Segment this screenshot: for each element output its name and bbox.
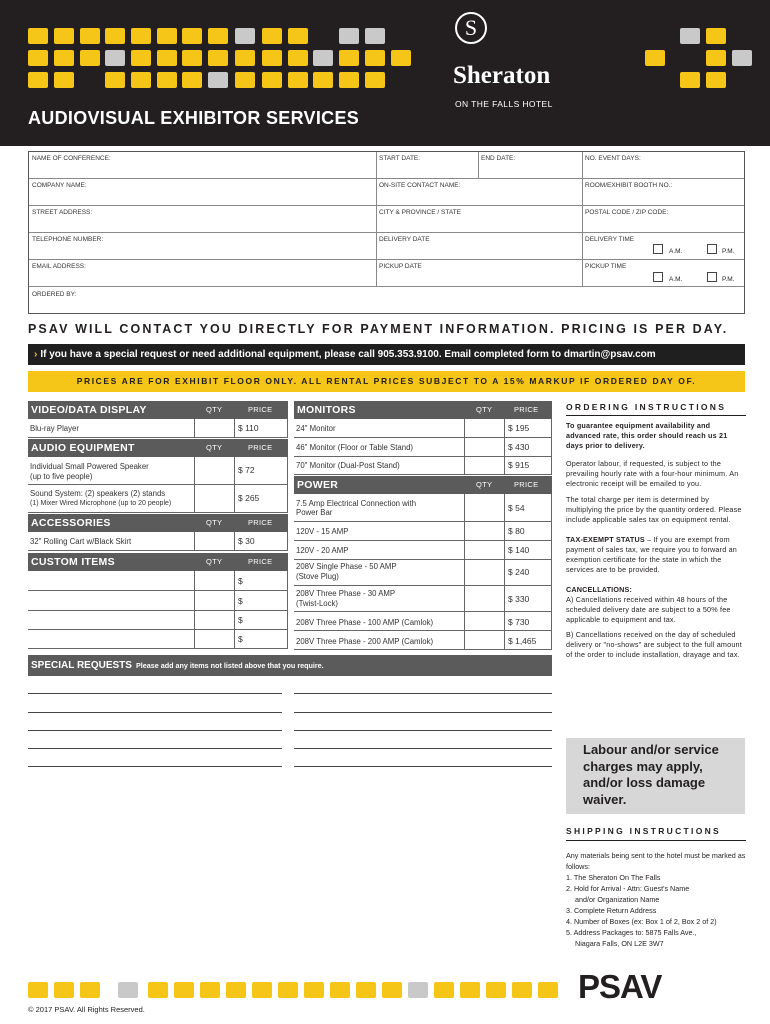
qty-input[interactable] <box>194 591 234 610</box>
decorative-square <box>732 50 752 66</box>
decorative-square <box>339 72 359 88</box>
decorative-square <box>262 28 282 44</box>
custom-section-header: CUSTOM ITEMS QTY PRICE <box>28 553 288 571</box>
conference-name-field[interactable]: NAME OF CONFERENCE: <box>32 155 111 162</box>
decorative-square <box>157 50 177 66</box>
decorative-square <box>486 982 506 998</box>
decorative-square <box>538 982 558 998</box>
decorative-square <box>680 28 700 44</box>
decorative-square <box>706 28 726 44</box>
table-row: $ <box>28 630 288 649</box>
page-title: AUDIOVISUAL EXHIBITOR SERVICES <box>28 108 360 128</box>
qty-input[interactable] <box>464 541 504 559</box>
pickup-pm-label: P.M. <box>722 276 735 283</box>
postal-code-field[interactable]: POSTAL CODE / ZIP CODE: <box>585 209 669 216</box>
decorative-square <box>356 982 376 998</box>
page-header <box>0 0 770 146</box>
qty-input[interactable] <box>194 485 234 512</box>
tax-exempt-text: TAX-EXEMPT STATUS – If you are exempt from payment of sales tax, we require you to forward an exemption certificate for the state in which the services are to be provided. <box>566 535 738 574</box>
qty-input[interactable] <box>464 494 504 521</box>
contact-form <box>28 151 745 314</box>
decorative-square <box>252 982 272 998</box>
decorative-square <box>330 982 350 998</box>
end-date-field[interactable]: END DATE: <box>481 155 516 162</box>
delivery-pm-checkbox[interactable] <box>707 244 717 254</box>
decorative-square <box>339 28 359 44</box>
ordered-by-field[interactable]: ORDERED BY: <box>32 291 77 298</box>
power-section-header: POWER QTY PRICE <box>294 476 552 494</box>
decorative-square <box>278 982 298 998</box>
decorative-square <box>157 72 177 88</box>
table-row: 208V Three Phase - 30 AMP (Twist-Lock) $ 330 <box>294 586 552 612</box>
decorative-square <box>54 982 74 998</box>
decorative-square <box>54 50 74 66</box>
decorative-square <box>80 50 100 66</box>
decorative-square <box>235 28 255 44</box>
decorative-square <box>304 982 324 998</box>
table-row: Individual Small Powered Speaker (up to five people) $ 72 <box>28 457 288 485</box>
qty-input[interactable] <box>464 419 504 437</box>
decorative-square <box>288 50 308 66</box>
decorative-square <box>235 72 255 88</box>
shipping-title: SHIPPING INSTRUCTIONS <box>566 826 746 841</box>
decorative-square <box>80 982 100 998</box>
labour-notice: Labour and/or service charges may apply, and/or loss damage waiver. <box>566 738 745 814</box>
ordering-title: ORDERING INSTRUCTIONS <box>566 402 746 416</box>
decorative-square <box>226 982 246 998</box>
decorative-square <box>28 28 48 44</box>
start-date-field[interactable]: START DATE: <box>379 155 421 162</box>
decorative-square <box>382 982 402 998</box>
decorative-square <box>434 982 454 998</box>
delivery-pm-label: P.M. <box>722 248 735 255</box>
decorative-square <box>288 28 308 44</box>
decorative-square <box>182 72 202 88</box>
qty-input[interactable] <box>194 419 234 437</box>
sheraton-logo-icon: S <box>455 12 487 44</box>
special-request-text: If you have a special request or need additional equipment, please call 905.353.9100. Email completed form to dmartin@psav.com <box>40 349 656 360</box>
qty-input[interactable] <box>464 631 504 649</box>
delivery-am-checkbox[interactable] <box>653 244 663 254</box>
table-row: 208V Single Phase - 50 AMP (Stove Plug) $ 240 <box>294 560 552 586</box>
decorative-square <box>148 982 168 998</box>
table-row: 120V - 15 AMP $ 80 <box>294 522 552 541</box>
delivery-date-field[interactable]: DELIVERY DATE <box>379 236 430 243</box>
decorative-square <box>645 50 665 66</box>
decorative-square <box>365 72 385 88</box>
psav-logo: PSAV <box>578 968 662 1005</box>
qty-input[interactable] <box>464 522 504 540</box>
decorative-square <box>208 28 228 44</box>
decorative-square <box>131 50 151 66</box>
table-row: $ <box>28 571 288 591</box>
decorative-square <box>131 72 151 88</box>
decorative-square <box>512 982 532 998</box>
table-row: 208V Three Phase - 100 AMP (Camlok) $ 730 <box>294 612 552 631</box>
qty-input[interactable] <box>464 438 504 456</box>
pickup-date-field[interactable]: PICKUP DATE <box>379 263 422 270</box>
booth-number-field[interactable]: ROOM/EXHIBIT BOOTH NO.: <box>585 182 673 189</box>
chevron-right-icon: › <box>34 349 38 360</box>
decorative-square <box>80 28 100 44</box>
payment-notice: PSAV WILL CONTACT YOU DIRECTLY FOR PAYMENT INFORMATION. PRICING IS PER DAY. <box>28 322 729 336</box>
markup-notice: PRICES ARE FOR EXHIBIT FLOOR ONLY. ALL RENTAL PRICES SUBJECT TO A 15% MARKUP IF ORDERED DAY OF. <box>28 371 745 392</box>
table-row: 46" Monitor (Floor or Table Stand) $ 430 <box>294 438 552 457</box>
decorative-square <box>157 28 177 44</box>
delivery-time-field[interactable]: DELIVERY TIME <box>585 236 635 243</box>
ordering-p3: The total charge per item is determined by multiplying the price by the quantity ordered. Please include applicable sales tax on equipment rental. <box>566 495 742 524</box>
decorative-square <box>339 50 359 66</box>
table-row: 120V - 20 AMP $ 140 <box>294 541 552 560</box>
decorative-square <box>54 28 74 44</box>
table-row: Blu-ray Player $ 110 <box>28 419 288 438</box>
audio-section-header: AUDIO EQUIPMENT QTY PRICE <box>28 439 288 457</box>
city-province-field[interactable]: CITY & PROVINCE / STATE <box>379 209 461 216</box>
table-row: $ <box>28 591 288 611</box>
decorative-square <box>200 982 220 998</box>
qty-input[interactable] <box>464 612 504 630</box>
decorative-square <box>208 50 228 66</box>
decorative-square <box>391 50 411 66</box>
decorative-square <box>28 72 48 88</box>
shipping-instructions: SHIPPING INSTRUCTIONS Any materials being sent to the hotel must be marked as follows: 1. The Sheraton On The Falls 2. Hold for Arrival - Attn: Guest's Name and/or Organization Name 3. Complete Return Address 4. Number of Boxes (ex: Box 1 of 2, Box 2 of 2) 5. Address Packages to: 5875 Falls Ave., Niagara Falls, ON L2E 3W7 <box>566 826 746 948</box>
decorative-square <box>365 50 385 66</box>
decorative-square <box>131 28 151 44</box>
decorative-square <box>706 50 726 66</box>
decorative-square <box>174 982 194 998</box>
qty-input[interactable] <box>194 611 234 629</box>
cancel-a: A) Cancellations received within 48 hours of the scheduled delivery date are subject to a 50% fee applicable to equipment and tax. <box>566 595 731 624</box>
hotel-name: ON THE FALLS HOTEL <box>455 99 553 109</box>
decorative-square <box>182 28 202 44</box>
pickup-am-checkbox[interactable] <box>653 272 663 282</box>
cancel-b: B) Cancellations received on the day of scheduled delivery or "no-shows" are subject to the full amount of the order to include installation, drayage and tax. <box>566 630 742 659</box>
decorative-square <box>208 72 228 88</box>
decorative-square <box>706 72 726 88</box>
decorative-square <box>54 72 74 88</box>
table-row: $ <box>28 611 288 630</box>
qty-input[interactable] <box>464 457 504 474</box>
ordering-p2: Operator labour, if requested, is subject to the prevailing hourly rate with a four-hour minimum. An electronic receipt will be emailed to you. <box>566 459 739 488</box>
copyright: © 2017 PSAV. All Rights Reserved. <box>28 1005 145 1014</box>
decorative-square <box>365 28 385 44</box>
decorative-square <box>408 982 428 998</box>
qty-input[interactable] <box>194 630 234 648</box>
video-section-header: VIDEO/DATA DISPLAY QTY PRICE <box>28 401 288 419</box>
event-days-field[interactable]: NO. EVENT DAYS: <box>585 155 641 162</box>
decorative-square <box>262 72 282 88</box>
qty-input[interactable] <box>194 571 234 590</box>
pickup-am-label: A.M. <box>669 276 683 283</box>
decorative-square <box>105 72 125 88</box>
company-name-field[interactable]: COMPANY NAME: <box>32 182 87 189</box>
decorative-square <box>105 28 125 44</box>
decorative-square <box>118 982 138 998</box>
qty-input[interactable] <box>194 532 234 550</box>
decorative-square <box>235 50 255 66</box>
cancellations-title: CANCELLATIONS: <box>566 585 633 594</box>
email-field[interactable]: EMAIL ADDRESS: <box>32 263 86 270</box>
table-row: 7.5 Amp Electrical Connection with Power Bar $ 54 <box>294 494 552 522</box>
decorative-square <box>105 50 125 66</box>
ordering-instructions <box>566 402 746 660</box>
telephone-field[interactable]: TELEPHONE NUMBER: <box>32 236 104 243</box>
table-row: Sound System: (2) speakers (2) stands (1) Mixer Wired Microphone (up to 20 people) $ 265 <box>28 485 288 513</box>
decorative-square <box>313 72 333 88</box>
decorative-square <box>680 72 700 88</box>
decorative-square <box>182 50 202 66</box>
sheraton-logo: Sheraton <box>453 62 551 89</box>
decorative-square <box>262 50 282 66</box>
pickup-time-field[interactable]: PICKUP TIME <box>585 263 627 270</box>
decorative-square <box>460 982 480 998</box>
decorative-square <box>288 72 308 88</box>
table-row: 208V Three Phase - 200 AMP (Camlok) $ 1,465 <box>294 631 552 650</box>
table-row: 70" Monitor (Dual-Post Stand) $ 915 <box>294 457 552 475</box>
accessories-section-header: ACCESSORIES QTY PRICE <box>28 514 288 532</box>
table-row: 32" Rolling Cart w/Black Skirt $ 30 <box>28 532 288 551</box>
ordering-p1: To guarantee equipment availability and advanced rate, this order should reach us 21 days prior to delivery. <box>566 421 728 450</box>
decorative-square <box>313 50 333 66</box>
special-request-bar <box>28 344 745 365</box>
street-address-field[interactable]: STREET ADDRESS: <box>32 209 93 216</box>
onsite-contact-field[interactable]: ON-SITE CONTACT NAME: <box>379 182 461 189</box>
pickup-pm-checkbox[interactable] <box>707 272 717 282</box>
decorative-square <box>28 982 48 998</box>
qty-input[interactable] <box>464 560 504 585</box>
delivery-am-label: A.M. <box>669 248 683 255</box>
special-requests-header: SPECIAL REQUESTS Please add any items not listed above that you require. <box>28 655 552 676</box>
decorative-square <box>28 50 48 66</box>
qty-input[interactable] <box>194 457 234 484</box>
qty-input[interactable] <box>464 586 504 611</box>
table-row: 24" Monitor $ 195 <box>294 419 552 438</box>
monitors-section-header: MONITORS QTY PRICE <box>294 401 552 419</box>
